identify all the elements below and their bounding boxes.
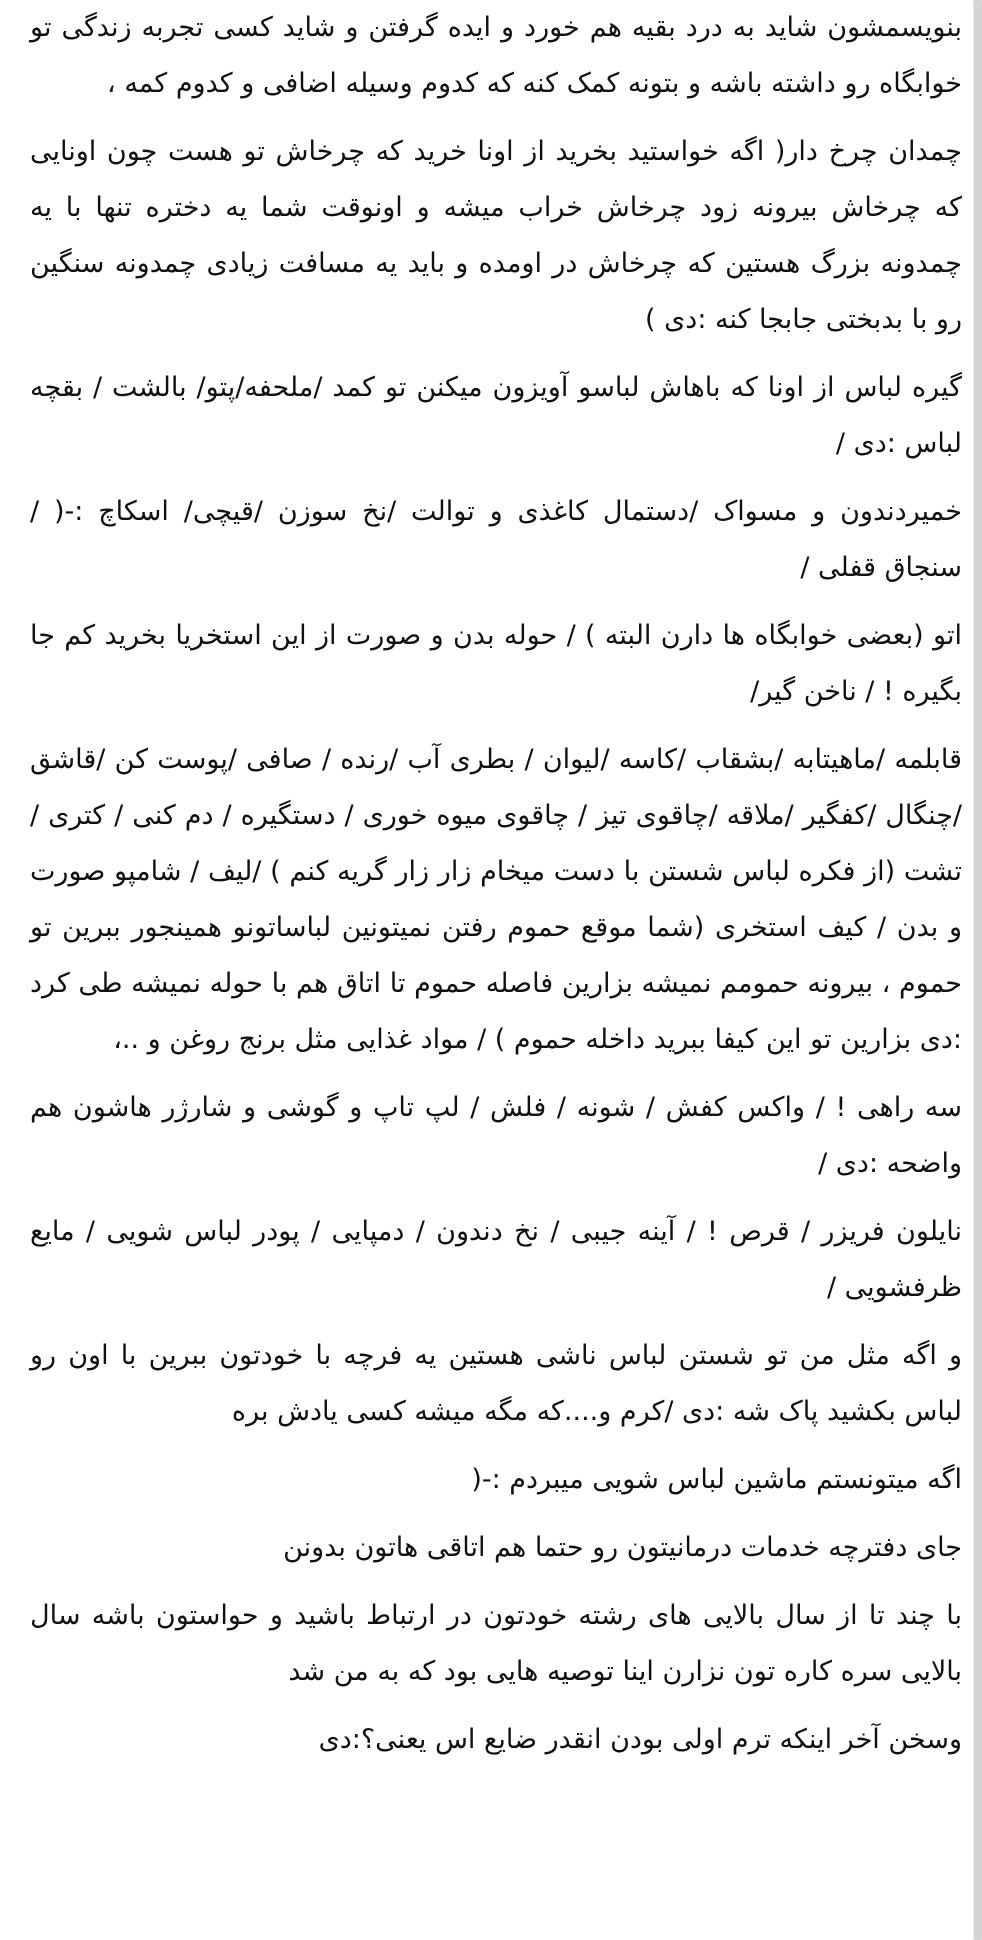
paragraph-electronics: سه راهی ! / واکس کفش / شونه / فلش / لپ تاپ و گوشی و شارژر هاشون هم واضحه :دی / [30, 1092, 962, 1179]
paragraph-washing-machine: اگه میتونستم ماشین لباس شویی میبردم :-( [471, 1464, 962, 1495]
paragraph-intro: بنویسمشون شاید به درد بقیه هم خورد و ایده گرفتن و شاید کسی تجربه زندگی تو خوابگاه رو داشته باشه و بتونه کمک کنه که کدوم وسیله اضافی و کدوم کمه ، [30, 12, 962, 99]
post-body [30, 0, 962, 1780]
paragraph-medical-booklet: جای دفترچه خدمات درمانیتون رو حتما هم اتاقی هاتون بدونن [283, 1532, 962, 1563]
paragraph-closing: وسخن آخر اینکه ترم اولی بودن انقدر ضایع اس یعنی؟:دی [318, 1724, 962, 1755]
paragraph-kitchenware: قابلمه /ماهیتابه /بشقاب /کاسه /لیوان / بطری آب /رنده / صافی /پوست کن /قاشق /چنگال /کفگیر /ملاقه /چاقوی تیز / چاقوی میوه خوری / دستگیره / دم کنی / کتری / تشت (از فکره لباس شستن با دست میخام زار زار گریه کنم ) /لیف / شامپو صورت و بدن / کیف استخری (شما موقع حموم رفتن نمیتونین لباساتونو همینجور ببرین تو حموم ، بیرونه حمومم نمیشه بزارین فاصله حموم تا اتاق هم با حوله نمیشه طی کرد :دی بزارین تو این کیفا ببرید داخله حموم ) / مواد غذایی مثل برنج روغن و ..، [30, 744, 962, 1055]
paragraph-iron-towel: اتو (بعضی خوابگاه ها دارن البته ) / حوله بدن و صورت از این استخریا بخرید کم جا بگیره ! / ناخن گیر/ [30, 620, 962, 707]
paragraph-clothes-hangers: گیره لباس از اونا که باهاش لباسو آویزون میکنن تو کمد /ملحفه/پتو/ بالشت / بقچه لباس :دی / [30, 372, 962, 459]
vertical-scrollbar[interactable] [973, 0, 982, 1940]
paragraph-misc-items: نایلون فریزر / قرص ! / آینه جیبی / نخ دندون / دمپایی / پودر لباس شویی / مایع ظرفشویی / [30, 1216, 962, 1303]
scrollbar-thumb[interactable] [974, 0, 982, 1940]
paragraph-laundry-brush: و اگه مثل من تو شستن لباس ناشی هستین یه فرچه با خودتون ببرین با اون رو لباس بکشید پاک شه :دی /کرم و....که مگه میشه کسی یادش بره [30, 1340, 962, 1427]
paragraph-toiletries: خمیردندون و مسواک /دستمال کاغذی و توالت /نخ سوزن /قیچی/ اسکاچ :-( / سنجاق قفلی / [30, 496, 962, 583]
paragraph-seniors-advice: با چند تا از سال بالایی های رشته خودتون در ارتباط باشید و حواستون باشه سال بالایی سره کاره تون نزارن اینا توصیه هایی بود که به من شد [30, 1600, 962, 1687]
paragraph-suitcase: چمدان چرخ دار( اگه خواستید بخرید از اونا خرید که چرخاش تو هست چون اونایی که چرخاش بیرونه زود چرخاش خراب میشه و اونوقت شما یه دختره تنها با یه چمدونه بزرگ هستین که چرخاش در اومده و باید یه مسافت زیادی چمدونه سنگین رو با بدبختی جابجا کنه :دی ) [30, 136, 962, 335]
